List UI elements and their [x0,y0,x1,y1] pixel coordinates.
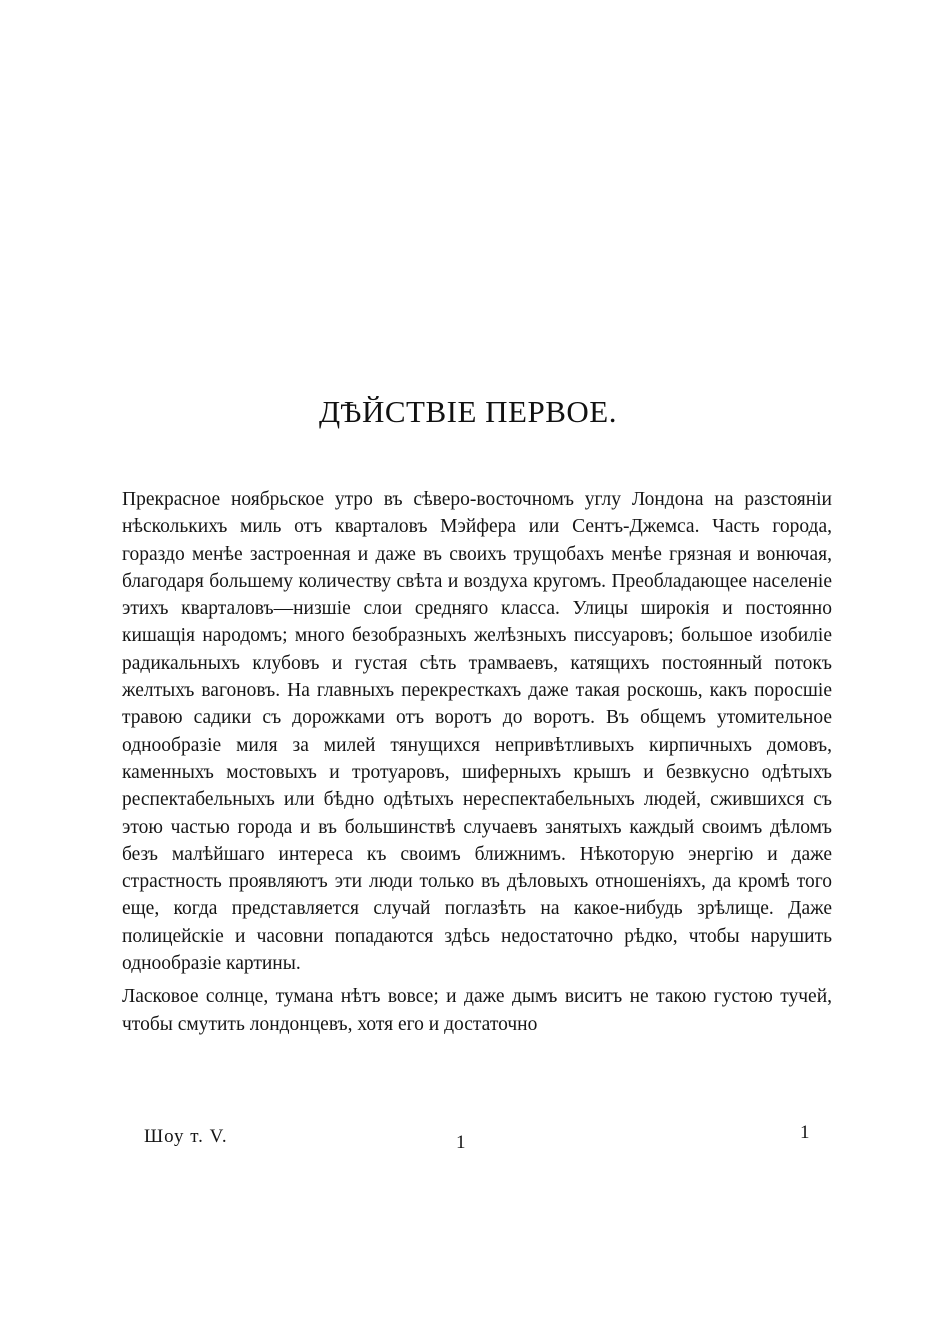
page-number: 1 [800,1122,810,1143]
paragraph: Прекрасное ноябрьское утро въ сѣверо-восточномъ углу Лондона на разстояніи нѣсколькихъ миль отъ кварталовъ Мэйфера или Сентъ-Джемса. Часть города, гораздо менѣе застроенная и даже въ своихъ трущобахъ менѣе грязная и вонючая, благодаря большему количеству свѣта и воздуха кругомъ. Преобладающее населеніе этихъ кварталовъ—низшіе слои средняго класса. Улицы широкія и постоянно кишащія народомъ; много безобразныхъ желѣзныхъ писсуаровъ; большое изобиліе радикальныхъ клубовъ и густая сѣть трамваевъ, катящихъ постоянный потокъ желтыхъ вагоновъ. На главныхъ перекресткахъ даже такая роскошь, какъ поросшіе травою садики съ дорожками отъ воротъ до воротъ. Въ общемъ утомительное однообразіе миля за милей тянущихся непривѣтливыхъ кирпичныхъ домовъ, каменныхъ мостовыхъ и тротуаровъ, шиферныхъ крышъ и безвкусно одѣтыхъ респектабельныхъ или бѣдно одѣтыхъ нереспектабельныхъ людей, сжившихся съ этою частью города и въ большинствѣ случаевъ занятыхъ каждый своимъ дѣломъ безъ малѣйшаго интереса къ своимъ ближнимъ. Нѣкоторую энергію и даже страстность проявляютъ эти люди только въ дѣловыхъ отношеніяхъ, да кромѣ того еще, когда представляется случай поглазѣть на какое-нибудь зрѣлище. Даже полицейскіе и часовни попадаются здѣсь недостаточно рѣдко, чтобы нарушить однообразіе картины. [122,489,832,975]
sheet-number: 1 [456,1132,466,1153]
page-footer [0,1122,936,1162]
body-text [122,486,832,1038]
act-heading: ДѢЙСТВІЕ ПЕРВОЕ. [319,394,617,429]
paragraph: Ласковое солнце, тумана нѣтъ вовсе; и даже дымъ виситъ не такою густою тучей, чтобы смутить лондонцевъ, хотя его и достаточно [122,986,832,1035]
printer-signature: Шоу т. V. [144,1126,228,1147]
